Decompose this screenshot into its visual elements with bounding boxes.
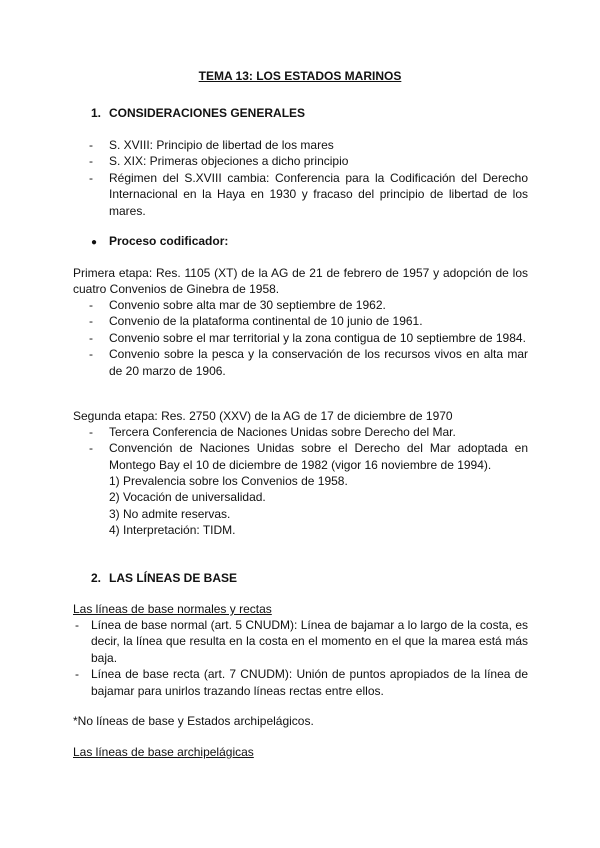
document-title: TEMA 13: LOS ESTADOS MARINOS xyxy=(198,69,402,83)
list-item: - Régimen del S.XVIII cambia: Conferencia para la Codificación del Derecho Internacional en la Haya en 1930 y fracaso del principio de libertad de los mares. xyxy=(89,170,528,218)
section-2-heading xyxy=(91,571,237,585)
list-item: - Línea de base normal (art. 5 CNUDM): Línea de bajamar a lo largo de la costa, es decir, la línea que resulta en la costa en el momento en el que la marea está más baja. xyxy=(75,618,528,665)
list-item: 4) Interpretación: TIDM. xyxy=(109,523,236,538)
list-item: - Convenio sobre alta mar de 30 septiembre de 1962. xyxy=(89,298,386,312)
section-2-number: 2. xyxy=(91,571,102,585)
section-1-title: CONSIDERACIONES GENERALES xyxy=(109,106,306,120)
list-item: 3) No admite reservas. xyxy=(109,506,231,521)
section-2-title: LAS LÍNEAS DE BASE xyxy=(109,571,238,585)
segunda-etapa-intro: Segunda etapa: Res. 2750 (XXV) de la AG de 17 de diciembre de 1970 xyxy=(73,409,453,423)
note-estados-archipelagicos: *No líneas de base y Estados archipelágicos. xyxy=(73,714,314,728)
bullet-icon: ● xyxy=(91,237,98,248)
section-2-list xyxy=(75,617,528,699)
list-item: - Tercera Conferencia de Naciones Unidas sobre Derecho del Mar. xyxy=(89,425,456,439)
list-item: 2) Vocación de universalidad. xyxy=(109,490,266,505)
list-item: - Convenio sobre el mar territorial y la zona contigua de 10 septiembre de 1984. xyxy=(89,330,526,345)
primera-etapa-list xyxy=(89,297,528,379)
segunda-etapa-numbered-list xyxy=(109,473,348,539)
list-item: - Convenio sobre la pesca y la conservación de los recursos vivos en alta mar de 20 marzo de 1906. xyxy=(89,347,528,378)
subheading-normales-rectas: Las líneas de base normales y rectas xyxy=(73,602,272,616)
section-1-heading xyxy=(91,106,305,120)
subheading-archipelagicas: Las líneas de base archipelágicas xyxy=(73,745,254,759)
section-1-number: 1. xyxy=(91,106,102,120)
list-item: - Convenio de la plataforma continental de 10 junio de 1961. xyxy=(89,314,423,329)
primera-etapa-intro: Primera etapa: Res. 1105 (XT) de la AG de 21 de febrero de 1957 y adopción de los cuatro Convenios de Ginebra de 1958. xyxy=(73,266,528,297)
proceso-title: Proceso codificador: xyxy=(109,234,229,248)
list-item: 1) Prevalencia sobre los Convenios de 1958. xyxy=(109,474,348,488)
list-item: - S. XVIII: Principio de libertad de los mares xyxy=(89,138,334,152)
list-item: - S. XIX: Primeras objeciones a dicho principio xyxy=(89,154,349,169)
segunda-etapa-list xyxy=(89,424,528,473)
list-item: - Convención de Naciones Unidas sobre el Derecho del Mar adoptada en Montego Bay el 10 de diciembre de 1982 (vigor 16 noviembre de 1994). xyxy=(89,441,528,472)
section-1-list xyxy=(89,137,528,219)
list-item: - Línea de base recta (art. 7 CNUDM): Unión de puntos apropiados de la línea de bajamar para unirlos trazando líneas rectas entre ellos. xyxy=(75,667,528,698)
proceso-heading xyxy=(91,234,228,248)
